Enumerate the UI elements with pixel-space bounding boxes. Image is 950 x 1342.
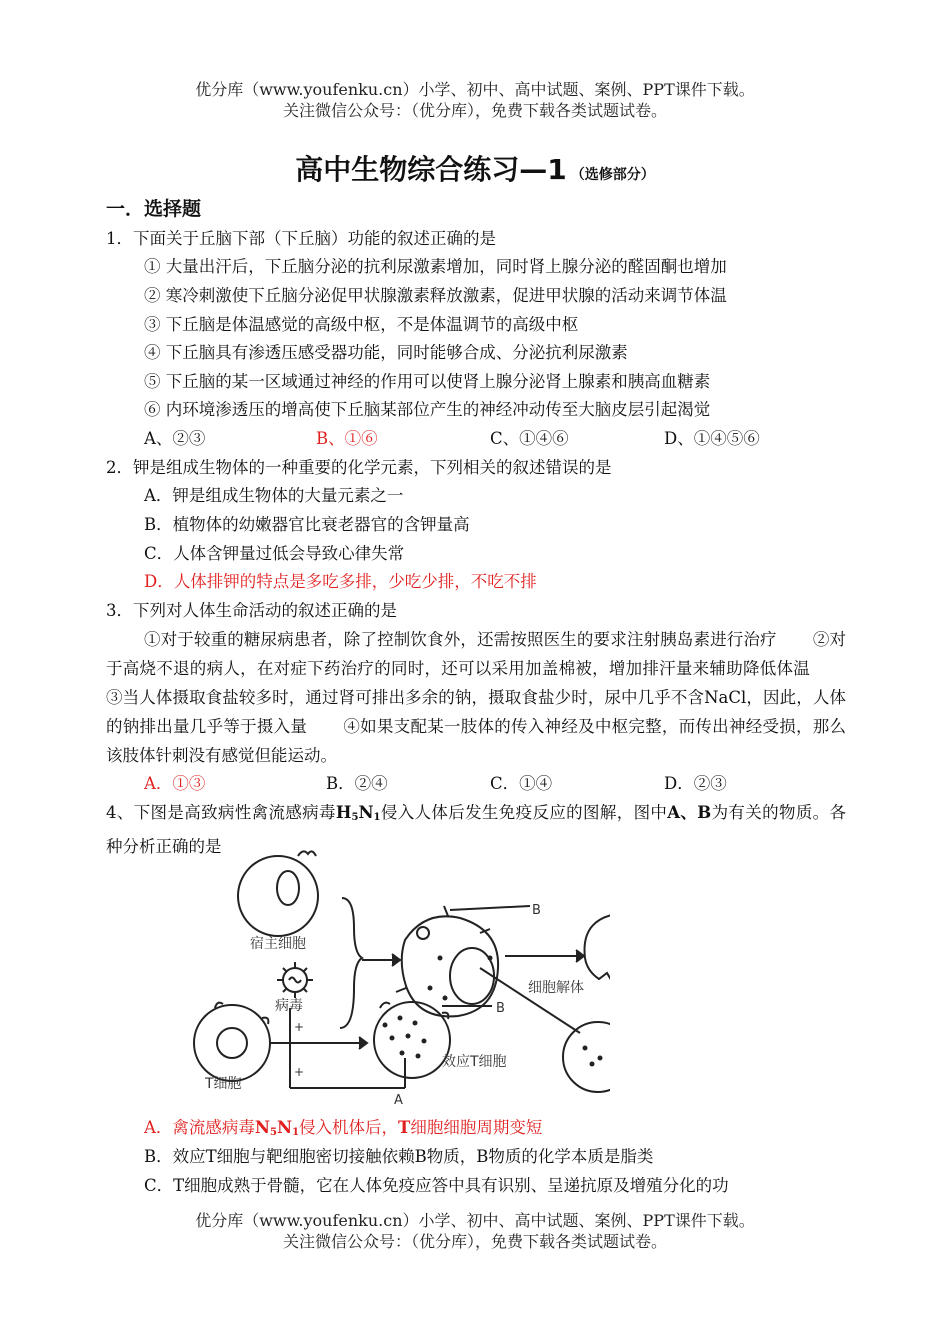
q2-option-a: A．钾是组成生物体的大量元素之一 [144,486,404,505]
q4-stem-ab: A、B [667,803,712,822]
q3-body [106,625,846,770]
q4-virus-name: $H_5N_1$ [335,803,381,823]
q2-option-c: C．人体含钾量过低会导致心律失常 [144,544,405,563]
q1-option-d: D、①④⑤⑥ [664,429,760,448]
new-cell [563,1022,610,1092]
fig-plus-1: + [294,1020,305,1034]
q2-stem: 2．钾是组成生物体的一种重要的化学元素，下列相关的叙述错误的是 [106,458,612,477]
fig-a-label: A [394,1093,403,1108]
t-cell-nucleus [217,1028,247,1058]
q3-stem: 3．下列对人体生命活动的叙述正确的是 [106,601,397,620]
label-b-line-1 [450,906,530,910]
q1-option-a: A、②③ [144,429,206,448]
fig-t-cell-label: T细胞 [205,1076,242,1092]
target-cell-nucleus [450,948,494,1004]
fig-virus-label: 病毒 [275,998,303,1014]
section-heading: 一．选择题 [106,198,202,220]
q2-option-b: B．植物体的幼嫩器官比衰老器官的含钾量高 [144,515,470,534]
fig-b-label-1: B [532,903,541,918]
q1-options [144,428,844,450]
q1-item-2: ② 寒冷刺激使下丘脑分泌促甲状腺激素释放激素，促进甲状腺的活动来调节体温 [144,286,727,305]
header-line-1: 优分库（www.youfenku.cn）小学、初中、高中试题、案例、PPT课件下载。 [195,80,755,99]
q3-point-2: ②对于高烧不退的病人，在对症下药治疗的同时，还可以采用加盖棉被，增加排汗量来辅助降低体温 [106,630,847,678]
footer-line-2: 关注微信公众号：（优分库），免费下载各类试题试卷。 [282,1232,667,1251]
host-cell-antigen [298,851,316,856]
q3-option-d: D．②③ [664,774,727,793]
q2-option-d: D．人体排钾的特点是多吃多排，少吃少排，不吃不排 [144,572,537,591]
fig-b-label-2: B [496,1001,505,1016]
q4-stem-c: 为有关的物质。各种分析正确的是 [106,803,847,856]
host-cell-nucleus [277,871,299,905]
footer-line-1: 优分库（www.youfenku.cn）小学、初中、高中试题、案例、PPT课件下载。 [195,1211,755,1230]
q1-item-3: ③ 下丘脑是体温感觉的高级中枢，不是体温调节的高级中枢 [144,315,579,334]
fig-plus-2: + [294,1065,305,1079]
fig-effector-t-label: 效应T细胞 [442,1054,507,1070]
q3-point-3: ③当人体摄取食盐较多时，通过肾可排出多余的钠，摄取食盐少时，尿中几乎不含NaCl，因此，人体的钠排出量几乎等于摄入量 [106,688,846,736]
q3-option-b: B．②④ [326,774,388,793]
q3-point-4: ④如果支配某一肢体的传入神经及中枢完整，而传出神经受损，那么该肢体针刺没有感觉但能运动。 [106,717,847,765]
q3-point-1: ①对于较重的糖尿病患者，除了控制饮食外，还需按照医生的要求注射胰岛素进行治疗 [144,630,777,649]
q4-stem-a: 4、下图是高致病性禽流感病毒 [106,803,336,822]
virus-in-target [417,927,429,939]
q1-option-b: B、①⑥ [316,429,378,448]
arrow-to-new-cell [480,968,580,1033]
header-line-2: 关注微信公众号：（优分库），免费下载各类试题试卷。 [282,101,667,120]
q4-option-c: C．T细胞成熟于骨髓，它在人体免疫应答中具有识别、呈递抗原及增殖分化的功 [144,1176,729,1195]
title-main: 高中生物综合练习—1 [295,153,567,186]
q1-item-4: ④ 下丘脑具有渗透压感受器功能，同时能够合成、分泌抗利尿激素 [144,343,628,362]
page-title [0,152,950,193]
q1-item-1: ① 大量出汗后，下丘脑分泌的抗利尿激素增加，同时肾上腺分泌的醛固酮也增加 [144,257,727,276]
fig-lysis-label: 细胞解体 [528,980,584,996]
effector-t-cell [374,1002,450,1078]
q3-option-a: A．①③ [144,774,206,793]
t-cell [194,1005,270,1081]
q1-option-c: C、①④⑥ [490,429,569,448]
q1-stem: 1．下面关于丘脑下部（下丘脑）功能的叙述正确的是 [106,229,496,248]
fig-host-cell-label: 宿主细胞 [250,936,306,952]
title-sub: （选修部分） [570,167,655,183]
immune-response-diagram [180,848,610,1108]
bracket [340,898,362,1028]
lysed-cell [585,913,611,983]
q4-stem-b: 侵入人体后发生免疫反应的图解，图中 [380,803,668,822]
q3-option-c: C．①④ [490,774,553,793]
q1-item-5: ⑤ 下丘脑的某一区域通过神经的作用可以使肾上腺分泌肾上腺素和胰高血糖素 [144,372,711,391]
q3-options [144,773,844,795]
q4-option-a: A．禽流感病毒$N_5N_1$侵入机体后，T细胞细胞周期变短 [144,1118,543,1138]
q4-option-b: B．效应T细胞与靶细胞密切接触依赖B物质，B物质的化学本质是脂类 [144,1147,654,1166]
q1-item-6: ⑥ 内环境渗透压的增高使下丘脑某部位产生的神经冲动传至大脑皮层引起渴觉 [144,400,711,419]
